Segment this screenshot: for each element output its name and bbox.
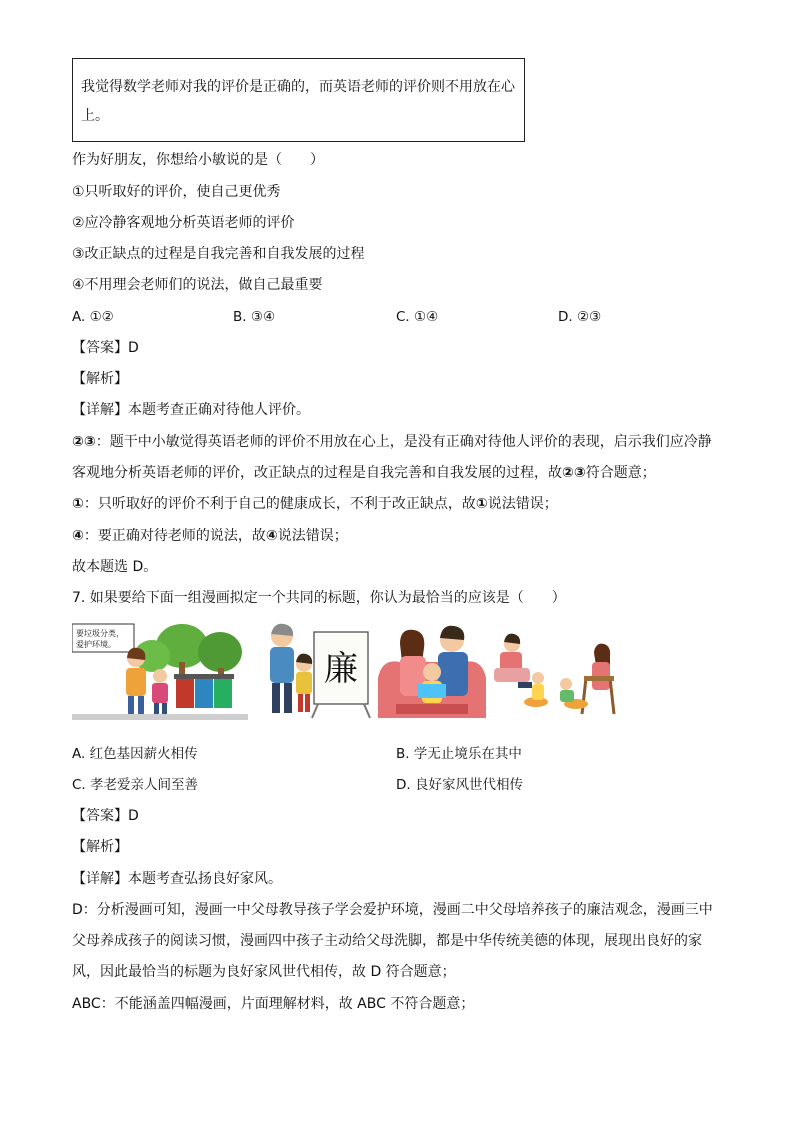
q6-conclusion: 故本题选 D。 [72,559,158,575]
q6-statement-1: ①只听取好的评价，使自己更优秀 [72,184,281,200]
quote-line-2: 上。 [81,108,109,124]
calligraphy-character: 廉 [324,649,358,689]
para-text: 说法错误； [277,528,348,544]
circled-number-mark: ① [475,496,488,512]
quote-box [72,58,525,142]
comic-washing-feet-image [490,618,616,720]
q7-abc-line: ABC：不能涵盖四幅漫画，片面理解材料，故 ABC 不符合题意； [72,996,475,1012]
q6-option-c: C. ①④ [396,309,439,325]
q6-analysis-tag: 【解析】 [72,371,128,387]
q7-option-a: A. 红色基因薪火相传 [72,746,198,762]
para-text: ：题干中小敏觉得英语老师的评价不用放在心上，是没有正确对待他人评价的表现，启示我们应冷静 [95,434,712,450]
para-text: 说法错误； [487,496,558,512]
q7-option-c: C. 孝老爱亲人间至善 [72,777,199,793]
q7-d-line-3: 风，因此最恰当的标题为良好家风世代相传，故 D 符合题意； [72,964,456,980]
para-text: ：只听取好的评价不利于自己的健康成长，不利于改正缺点，故 [83,496,476,512]
circled-number-mark: ④ [265,528,278,544]
q6-statement-2: ②应冷静客观地分析英语老师的评价 [72,215,295,231]
speech-bubble-line-2: 爱护环境。 [76,640,116,649]
q6-option-b: B. ③④ [233,309,276,325]
q6-detail: 【详解】本题考查正确对待他人评价。 [72,402,310,418]
answer-tag: 【答案】 [72,808,128,824]
q6-para2 [72,494,558,514]
q6-para3 [72,526,348,546]
para-text: ：要正确对待老师的说法，故 [83,528,266,544]
q7-option-b: B. 学无止境乐在其中 [396,746,522,762]
q6-statement-3: ③改正缺点的过程是自我完善和自我发展的过程 [72,246,365,262]
comic-integrity-calligraphy-image [248,618,373,720]
answer-value: D [128,808,139,824]
para-text: 符合题意； [585,465,656,481]
circled-number-mark: ②③ [562,465,586,481]
q7-d-line-1: D：分析漫画可知，漫画一中父母教导孩子学会爱护环境，漫画二中父母培养孩子的廉洁观念，漫画三中 [72,902,713,918]
q7-analysis-tag: 【解析】 [72,839,128,855]
q7-option-d: D. 良好家风世代相传 [396,777,523,793]
answer-value: D [128,340,139,356]
q6-option-d: D. ②③ [558,309,602,325]
circled-number-mark: ②③ [72,434,96,450]
answer-tag: 【答案】 [72,340,128,356]
para-text: 客观地分析英语老师的评价，改正缺点的过程是自我完善和自我发展的过程，故 [72,465,562,481]
q7-answer-line [72,806,139,826]
q6-answer-line [72,338,139,358]
q6-para1-line1 [72,432,712,452]
circled-number-mark: ① [72,496,84,512]
speech-bubble-line-1: 要垃圾分类， [76,629,124,638]
quote-line-1: 我觉得数学老师对我的评价是正确的，而英语老师的评价则不用放在心 [81,79,515,95]
q7-detail: 【详解】本题考查弘扬良好家风。 [72,871,282,887]
q6-para1-line2 [72,463,656,483]
circled-number-mark: ④ [72,528,84,544]
q6-question: 作为好朋友，你想给小敏说的是（ ） [72,152,324,168]
q6-statement-4: ④不用理会老师们的说法，做自己最重要 [72,277,323,293]
q7-question: 7. 如果要给下面一组漫画拟定一个共同的标题，你认为最恰当的应该是（ ） [72,590,566,606]
q6-option-a: A. ①② [72,309,114,325]
comic-family-reading-image [378,618,486,720]
q7-d-line-2: 父母养成孩子的阅读习惯，漫画四中孩子主动给父母洗脚，都是中华传统美德的体现，展现出良好的家 [72,933,702,949]
comic-garbage-sorting-image [72,618,248,720]
